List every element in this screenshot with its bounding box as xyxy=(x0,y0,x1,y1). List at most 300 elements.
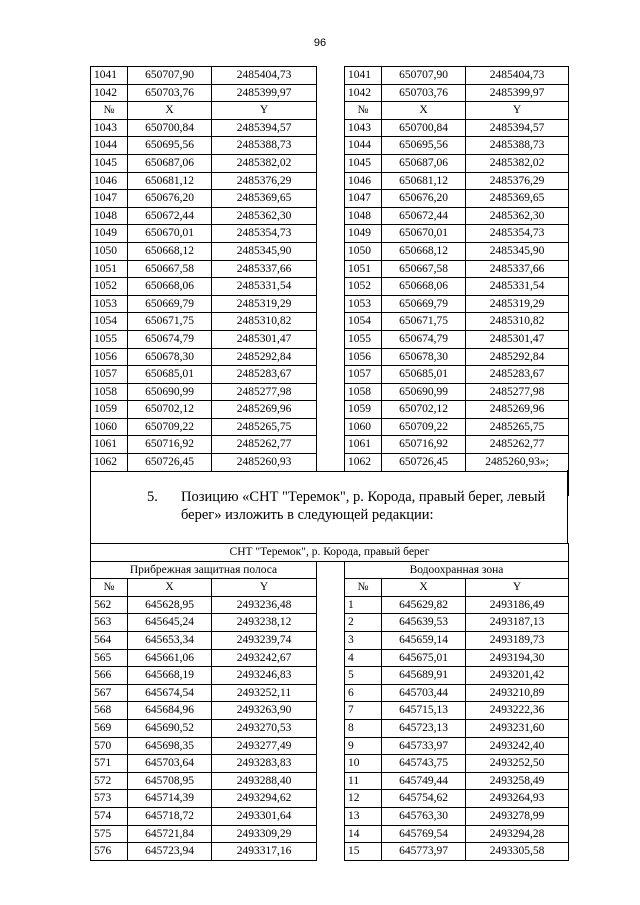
table-row xyxy=(91,348,569,366)
table-gap-cell xyxy=(317,579,345,597)
group-header-right: Водоохранная зона xyxy=(345,561,569,579)
table-cell: 645743,75 xyxy=(382,755,466,773)
table-row xyxy=(91,772,569,790)
table-row xyxy=(91,436,569,454)
table-cell: 2485262,77 xyxy=(212,436,317,454)
table-row xyxy=(91,614,569,632)
section-5-text-1: Позицию «СНТ "Теремок", р. Корода, правый берег, левый xyxy=(181,489,546,505)
table-cell: 1057 xyxy=(91,366,128,384)
table-gap-cell xyxy=(317,418,345,436)
table-row xyxy=(91,737,569,755)
table-cell: 2493201,42 xyxy=(466,667,569,685)
table-cell: 2493258,49 xyxy=(466,772,569,790)
table-cell: 1045 xyxy=(345,154,382,172)
table-cell: 1055 xyxy=(345,330,382,348)
table-cell: 650726,45 xyxy=(128,454,212,472)
table-cell: 1061 xyxy=(345,436,382,454)
table-gap-cell xyxy=(317,631,345,649)
table-gap-cell xyxy=(317,260,345,278)
table-cell: 1055 xyxy=(91,330,128,348)
section-5-line-2: берег» изложить в следующей редакции: xyxy=(181,507,434,523)
table-cell: 645703,64 xyxy=(128,755,212,773)
column-header: № xyxy=(91,102,128,120)
table-cell: 2485292,84 xyxy=(212,348,317,366)
table-gap-cell xyxy=(317,207,345,225)
table-cell: 2493309,29 xyxy=(212,825,317,843)
table-cell: 571 xyxy=(91,755,128,773)
table-cell: 1056 xyxy=(345,348,382,366)
table-row xyxy=(91,242,569,260)
table-row xyxy=(91,190,569,208)
table-cell: 2 xyxy=(345,614,382,632)
table-cell: 8 xyxy=(345,719,382,737)
table-cell: 645684,96 xyxy=(128,702,212,720)
table-cell: 1054 xyxy=(345,313,382,331)
table-cell: 2485345,90 xyxy=(212,242,317,260)
table-cell: 566 xyxy=(91,667,128,685)
table-cell: 650674,79 xyxy=(128,330,212,348)
table-row xyxy=(91,225,569,243)
table-cell: 1047 xyxy=(91,190,128,208)
column-header: № xyxy=(345,579,382,597)
table-cell: 650687,06 xyxy=(128,154,212,172)
table-cell: 650695,56 xyxy=(128,137,212,155)
table-row xyxy=(91,366,569,384)
header-row xyxy=(91,579,569,597)
table-cell: 645723,13 xyxy=(382,719,466,737)
table-cell: 2485369,65 xyxy=(466,190,569,208)
table-cell: 2485354,73 xyxy=(466,225,569,243)
table-cell: 2493278,99 xyxy=(466,807,569,825)
table-cell: 564 xyxy=(91,631,128,649)
table-cell: 1044 xyxy=(345,137,382,155)
table-cell: 574 xyxy=(91,807,128,825)
table-cell: 1056 xyxy=(91,348,128,366)
table-row xyxy=(91,119,569,137)
table-cell: 2485394,57 xyxy=(212,119,317,137)
table-cell: 645675,01 xyxy=(382,649,466,667)
table-cell: 12 xyxy=(345,790,382,808)
table-cell: 650690,99 xyxy=(128,383,212,401)
table-cell: 3 xyxy=(345,631,382,649)
coordinates-table-2 xyxy=(90,543,569,861)
table-cell: 568 xyxy=(91,702,128,720)
table-cell: 2485404,73 xyxy=(466,67,569,85)
table-cell: 1042 xyxy=(345,84,382,102)
table-cell: 2493189,73 xyxy=(466,631,569,649)
table-gap-cell xyxy=(317,278,345,296)
table-cell: 2485354,73 xyxy=(212,225,317,243)
table-cell: 645749,44 xyxy=(382,772,466,790)
table-row xyxy=(91,719,569,737)
table-gap-cell xyxy=(317,436,345,454)
table-cell: 2493246,83 xyxy=(212,667,317,685)
table-cell: 645718,72 xyxy=(128,807,212,825)
table-cell: 645763,30 xyxy=(382,807,466,825)
column-header: X xyxy=(128,579,212,597)
column-header: № xyxy=(91,579,128,597)
table-row xyxy=(91,596,569,614)
table-cell: 650695,56 xyxy=(382,137,466,155)
section-5-block xyxy=(90,470,568,543)
table-cell: 650709,22 xyxy=(382,418,466,436)
table-cell: 565 xyxy=(91,649,128,667)
table-gap-cell xyxy=(317,119,345,137)
table-cell: 2485277,98 xyxy=(212,383,317,401)
table-cell: 1043 xyxy=(345,119,382,137)
table-gap-cell xyxy=(317,454,345,472)
section-number: 5. xyxy=(147,489,158,505)
table-row xyxy=(91,137,569,155)
table-cell: 1045 xyxy=(91,154,128,172)
table-gap-cell xyxy=(317,702,345,720)
table-gap-cell xyxy=(317,843,345,861)
table-gap-cell xyxy=(317,401,345,419)
table-cell: 2493252,11 xyxy=(212,684,317,702)
table-cell: 650667,58 xyxy=(128,260,212,278)
table-cell: 1051 xyxy=(345,260,382,278)
table-gap-cell xyxy=(317,84,345,102)
table-cell: 1041 xyxy=(91,67,128,85)
table-cell: 650716,92 xyxy=(128,436,212,454)
table-cell: 2485369,65 xyxy=(212,190,317,208)
table-gap-cell xyxy=(317,684,345,702)
table-cell: 2493222,36 xyxy=(466,702,569,720)
table-cell: 650669,79 xyxy=(382,295,466,313)
column-header: X xyxy=(382,102,466,120)
table-cell: 650703,76 xyxy=(382,84,466,102)
table-cell: 1062 xyxy=(345,454,382,472)
table-gap-cell xyxy=(317,649,345,667)
table-cell: 576 xyxy=(91,843,128,861)
column-header: X xyxy=(382,579,466,597)
table-row xyxy=(91,383,569,401)
table-gap-cell xyxy=(317,790,345,808)
table-cell: 650672,44 xyxy=(382,207,466,225)
table-cell: 2493317,16 xyxy=(212,843,317,861)
column-header: Y xyxy=(212,102,317,120)
column-header: Y xyxy=(466,579,569,597)
table-cell: 650668,06 xyxy=(382,278,466,296)
table-cell: 2493294,62 xyxy=(212,790,317,808)
table-gap-cell xyxy=(317,366,345,384)
table-gap-cell xyxy=(317,295,345,313)
table-cell: 650678,30 xyxy=(128,348,212,366)
table-cell: 645690,52 xyxy=(128,719,212,737)
table-cell: 2493264,93 xyxy=(466,790,569,808)
table-cell: 2485260,93»; xyxy=(466,454,569,472)
table-cell: 2493238,12 xyxy=(212,614,317,632)
table-cell: 563 xyxy=(91,614,128,632)
table-gap-cell xyxy=(317,596,345,614)
table-cell: 14 xyxy=(345,825,382,843)
table-cell: 2485319,29 xyxy=(466,295,569,313)
table-cell: 2493242,67 xyxy=(212,649,317,667)
table-cell: 650703,76 xyxy=(128,84,212,102)
table-cell: 15 xyxy=(345,843,382,861)
table-cell: 4 xyxy=(345,649,382,667)
table-cell: 1060 xyxy=(91,418,128,436)
table-cell: 1042 xyxy=(91,84,128,102)
table-cell: 2493283,83 xyxy=(212,755,317,773)
table-cell: 650678,30 xyxy=(382,348,466,366)
table-row xyxy=(91,172,569,190)
table-cell: 645703,44 xyxy=(382,684,466,702)
table-cell: 645733,97 xyxy=(382,737,466,755)
table-cell: 7 xyxy=(345,702,382,720)
table-cell: 645653,34 xyxy=(128,631,212,649)
table-cell: 1058 xyxy=(91,383,128,401)
table-cell: 2485319,29 xyxy=(212,295,317,313)
table-cell: 650681,12 xyxy=(128,172,212,190)
table-cell: 562 xyxy=(91,596,128,614)
table-cell: 645661,06 xyxy=(128,649,212,667)
table-row xyxy=(91,454,569,472)
table-cell: 2485277,98 xyxy=(466,383,569,401)
table-gap-cell xyxy=(317,225,345,243)
table-cell: 2493288,40 xyxy=(212,772,317,790)
table-cell: 2485269,96 xyxy=(466,401,569,419)
column-header: X xyxy=(128,102,212,120)
table-row xyxy=(91,843,569,861)
table-cell: 2493242,40 xyxy=(466,737,569,755)
table-gap-cell xyxy=(317,719,345,737)
table-cell: 650685,01 xyxy=(382,366,466,384)
table-cell: 1046 xyxy=(345,172,382,190)
table-cell: 650700,84 xyxy=(382,119,466,137)
table-row xyxy=(91,313,569,331)
table-gap-cell xyxy=(317,772,345,790)
table-cell: 1047 xyxy=(345,190,382,208)
table-cell: 1061 xyxy=(91,436,128,454)
column-header: Y xyxy=(466,102,569,120)
table-cell: 2485399,97 xyxy=(466,84,569,102)
table-cell: 569 xyxy=(91,719,128,737)
table-cell: 2485301,47 xyxy=(466,330,569,348)
table-cell: 650676,20 xyxy=(382,190,466,208)
table-cell: 1053 xyxy=(91,295,128,313)
table-cell: 9 xyxy=(345,737,382,755)
table-cell: 6 xyxy=(345,684,382,702)
table-cell: 1043 xyxy=(91,119,128,137)
section-5-line-1 xyxy=(147,489,545,506)
table-cell: 2485301,47 xyxy=(212,330,317,348)
table-cell: 2485382,02 xyxy=(466,154,569,172)
table-cell: 2485337,66 xyxy=(466,260,569,278)
table-cell: 573 xyxy=(91,790,128,808)
table-cell: 1058 xyxy=(345,383,382,401)
table-cell: 645689,91 xyxy=(382,667,466,685)
table-cell: 645674,54 xyxy=(128,684,212,702)
table-cell: 650700,84 xyxy=(128,119,212,137)
table-cell: 2485265,75 xyxy=(466,418,569,436)
table-row xyxy=(91,667,569,685)
table-cell: 645639,53 xyxy=(382,614,466,632)
table-cell: 2485337,66 xyxy=(212,260,317,278)
table-cell: 2485310,82 xyxy=(212,313,317,331)
table-cell: 650668,12 xyxy=(382,242,466,260)
table-cell: 650676,20 xyxy=(128,190,212,208)
table-cell: 2485376,29 xyxy=(212,172,317,190)
table-row xyxy=(91,418,569,436)
table-cell: 1049 xyxy=(91,225,128,243)
table-cell: 650671,75 xyxy=(128,313,212,331)
table-row xyxy=(91,401,569,419)
page-number: 96 xyxy=(313,37,327,49)
table-row xyxy=(91,67,569,85)
table-cell: 2493187,13 xyxy=(466,614,569,632)
table-cell: 645629,82 xyxy=(382,596,466,614)
column-header: № xyxy=(345,102,382,120)
table-gap-cell xyxy=(317,137,345,155)
table-cell: 575 xyxy=(91,825,128,843)
table-cell: 2493270,53 xyxy=(212,719,317,737)
table-row xyxy=(91,631,569,649)
table-cell: 1059 xyxy=(91,401,128,419)
group-header-row xyxy=(91,561,569,579)
table-cell: 645723,94 xyxy=(128,843,212,861)
table-cell: 1060 xyxy=(345,418,382,436)
table-cell: 1051 xyxy=(91,260,128,278)
table-cell: 645769,54 xyxy=(382,825,466,843)
table-cell: 2493301,64 xyxy=(212,807,317,825)
table-cell: 650670,01 xyxy=(382,225,466,243)
table-cell: 2493252,50 xyxy=(466,755,569,773)
table-row xyxy=(91,684,569,702)
table-row xyxy=(91,649,569,667)
table-cell: 2485394,57 xyxy=(466,119,569,137)
table-cell: 10 xyxy=(345,755,382,773)
table-cell: 2493294,28 xyxy=(466,825,569,843)
table-gap-cell xyxy=(317,102,345,120)
table-gap-cell xyxy=(317,561,345,579)
table-cell: 2493236,48 xyxy=(212,596,317,614)
table-gap-cell xyxy=(317,383,345,401)
table-cell: 645659,14 xyxy=(382,631,466,649)
table-gap-cell xyxy=(317,330,345,348)
table-title: СНТ "Теремок", р. Корода, правый берег xyxy=(91,544,569,562)
table-cell: 1052 xyxy=(91,278,128,296)
table-row xyxy=(91,84,569,102)
table-cell: 650716,92 xyxy=(382,436,466,454)
table-row xyxy=(91,790,569,808)
table-cell: 650668,12 xyxy=(128,242,212,260)
table-cell: 1050 xyxy=(91,242,128,260)
table-cell: 650674,79 xyxy=(382,330,466,348)
table-row xyxy=(91,825,569,843)
table-row xyxy=(91,330,569,348)
table-cell: 650702,12 xyxy=(382,401,466,419)
table-gap-cell xyxy=(317,807,345,825)
coordinates-table-1 xyxy=(90,66,569,496)
table-row xyxy=(91,702,569,720)
table-cell: 2493210,89 xyxy=(466,684,569,702)
table-cell: 645668,19 xyxy=(128,667,212,685)
table-cell: 2493194,30 xyxy=(466,649,569,667)
table-row xyxy=(91,278,569,296)
table-cell: 1062 xyxy=(91,454,128,472)
table-row xyxy=(91,207,569,225)
table-cell: 1044 xyxy=(91,137,128,155)
table-gap-cell xyxy=(317,737,345,755)
table-cell: 1049 xyxy=(345,225,382,243)
table-title-row xyxy=(91,544,569,562)
table-cell: 2485388,73 xyxy=(212,137,317,155)
table-cell: 2485388,73 xyxy=(466,137,569,155)
table-gap-cell xyxy=(317,190,345,208)
table-cell: 572 xyxy=(91,772,128,790)
table-cell: 1048 xyxy=(91,207,128,225)
table-cell: 2485331,54 xyxy=(212,278,317,296)
table-gap-cell xyxy=(317,825,345,843)
table-row xyxy=(91,295,569,313)
table-gap-cell xyxy=(317,667,345,685)
table-cell: 650687,06 xyxy=(382,154,466,172)
table-cell: 650671,75 xyxy=(382,313,466,331)
table-cell: 650670,01 xyxy=(128,225,212,243)
table-cell: 650690,99 xyxy=(382,383,466,401)
table-cell: 2485376,29 xyxy=(466,172,569,190)
table-cell: 2485362,30 xyxy=(212,207,317,225)
table-cell: 650707,90 xyxy=(382,67,466,85)
table-gap-cell xyxy=(317,154,345,172)
table-cell: 13 xyxy=(345,807,382,825)
table-cell: 2485260,93 xyxy=(212,454,317,472)
table-gap-cell xyxy=(317,242,345,260)
table-cell: 1057 xyxy=(345,366,382,384)
table-cell: 2493186,49 xyxy=(466,596,569,614)
table-cell: 650681,12 xyxy=(382,172,466,190)
table-row xyxy=(91,260,569,278)
table-cell: 2485283,67 xyxy=(212,366,317,384)
table-cell: 645721,84 xyxy=(128,825,212,843)
table-cell: 2485404,73 xyxy=(212,67,317,85)
table-gap-cell xyxy=(317,67,345,85)
table-cell: 650726,45 xyxy=(382,454,466,472)
table-cell: 645628,95 xyxy=(128,596,212,614)
table-cell: 2493305,58 xyxy=(466,843,569,861)
table-cell: 1059 xyxy=(345,401,382,419)
group-header-left: Прибрежная защитная полоса xyxy=(91,561,317,579)
table-cell: 1041 xyxy=(345,67,382,85)
table-cell: 2493277,49 xyxy=(212,737,317,755)
table-cell: 2485265,75 xyxy=(212,418,317,436)
table-cell: 645714,39 xyxy=(128,790,212,808)
table-cell: 650668,06 xyxy=(128,278,212,296)
table-cell: 570 xyxy=(91,737,128,755)
table-gap-cell xyxy=(317,348,345,366)
table-cell: 2493239,74 xyxy=(212,631,317,649)
table-gap-cell xyxy=(317,755,345,773)
table-cell: 650685,01 xyxy=(128,366,212,384)
table-cell: 2485262,77 xyxy=(466,436,569,454)
table-cell: 2485292,84 xyxy=(466,348,569,366)
table-cell: 2485310,82 xyxy=(466,313,569,331)
header-row xyxy=(91,102,569,120)
table-cell: 5 xyxy=(345,667,382,685)
table-cell: 2485283,67 xyxy=(466,366,569,384)
table-cell: 645773,97 xyxy=(382,843,466,861)
table-cell: 2485345,90 xyxy=(466,242,569,260)
table-cell: 1052 xyxy=(345,278,382,296)
table-cell: 567 xyxy=(91,684,128,702)
table-cell: 650667,58 xyxy=(382,260,466,278)
table-cell: 645754,62 xyxy=(382,790,466,808)
table-gap-cell xyxy=(317,313,345,331)
table-cell: 1054 xyxy=(91,313,128,331)
table-cell: 1050 xyxy=(345,242,382,260)
table-cell: 2485362,30 xyxy=(466,207,569,225)
